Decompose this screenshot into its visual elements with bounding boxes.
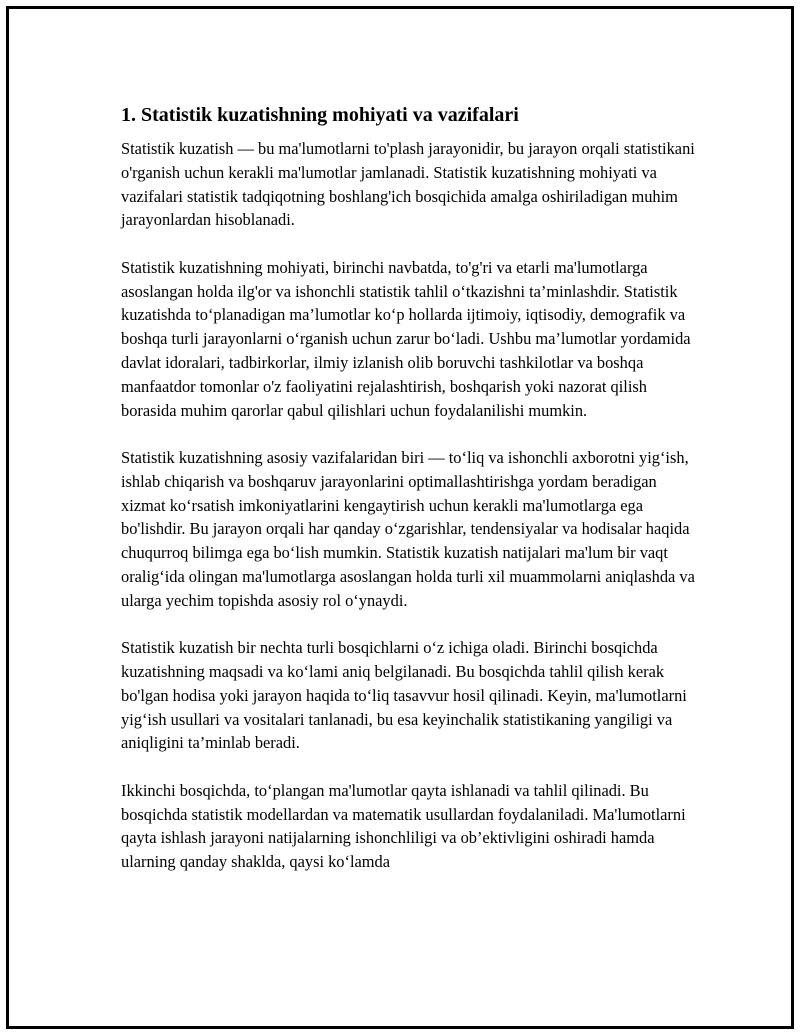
paragraph-3: Statistik kuzatishning asosiy vazifalaridan biri — to‘liq va ishonchli axborotni yig‘ish, ishlab chiqarish va boshqaruv jarayonlarini optimallashtirishga yordam beradigan xizmat ko‘rsatish imkoniyatlarini kengaytirish uchun kerakli ma'lumotlarga ega bo'lishdir. Bu jarayon orqali har qanday o‘zgarishlar, tendensiyalar va hodisalar haqida chuqurroq bilimga ega bo‘lish mumkin. Statistik kuzatish natijalari ma'lum bir vaqt oralig‘ida olingan ma'lumotlarga asoslangan holda turli xil muammolarni aniqlashda va ularga yechim topishda asosiy rol o‘ynaydi. <box>121 447 695 610</box>
paragraph-2: Statistik kuzatishning mohiyati, birinchi navbatda, to'g'ri va etarli ma'lumotlarga asoslangan holda ilg'or va ishonchli statistik tahlil o‘tkazishni ta’minlashdir. Statistik kuzatishda to‘planadigan ma’lumotlar ko‘p hollarda ijtimoiy, iqtisodiy, demografik va boshqa turli jarayonlarni o‘rganish uchun zarur bo‘ladi. Ushbu ma’lumotlar yordamida davlat idoralari, tadbirkorlar, ilmiy izlanish olib boruvchi tashkilotlar va boshqa manfaatdor tomonlar o'z faoliyatini rejalashtirish, boshqarish yoki nazorat qilish borasida muhim qarorlar qabul qilishlari uchun foydalanilishi mumkin. <box>121 257 691 420</box>
paragraph-5: Ikkinchi bosqichda, to‘plangan ma'lumotlar qayta ishlanadi va tahlil qilinadi. Bu bosqichda statistik modellardan va matematik usullardan foydalaniladi. Ma'lumotlarni qayta ishlash jarayoni natijalarning ishonchliligi va ob’ektivligini oshiradi hamda ularning qanday shaklda, qaysi ko‘lamda <box>121 780 686 872</box>
paragraph-1: Statistik kuzatish — bu ma'lumotlarni to'plash jarayonidir, bu jarayon orqali statistikani o'rganish uchun kerakli ma'lumotlar jamlanadi. Statistik kuzatishning mohiyati va vazifalari statistik tadqiqotning boshlang'ich bosqichida amalga oshiriladigan muhim jarayonlardan hisoblanadi. <box>121 139 695 230</box>
section-heading: 1. Statistik kuzatishning mohiyati va vazifalari <box>121 104 519 126</box>
document-body <box>121 101 697 897</box>
paragraph-4: Statistik kuzatish bir nechta turli bosqichlarni o‘z ichiga oladi. Birinchi bosqichda kuzatishning maqsadi va ko‘lami aniq belgilanadi. Bu bosqichda tahlil qilish kerak bo'lgan hodisa yoki jarayon haqida to‘liq tasavvur hosil qilinadi. Keyin, ma'lumotlarni yig‘ish usullari va vositalari tanlanadi, bu esa keyinchalik statistikaning yangiligi va aniqligini ta’minlab beradi. <box>121 638 687 753</box>
page-frame <box>6 6 794 1029</box>
